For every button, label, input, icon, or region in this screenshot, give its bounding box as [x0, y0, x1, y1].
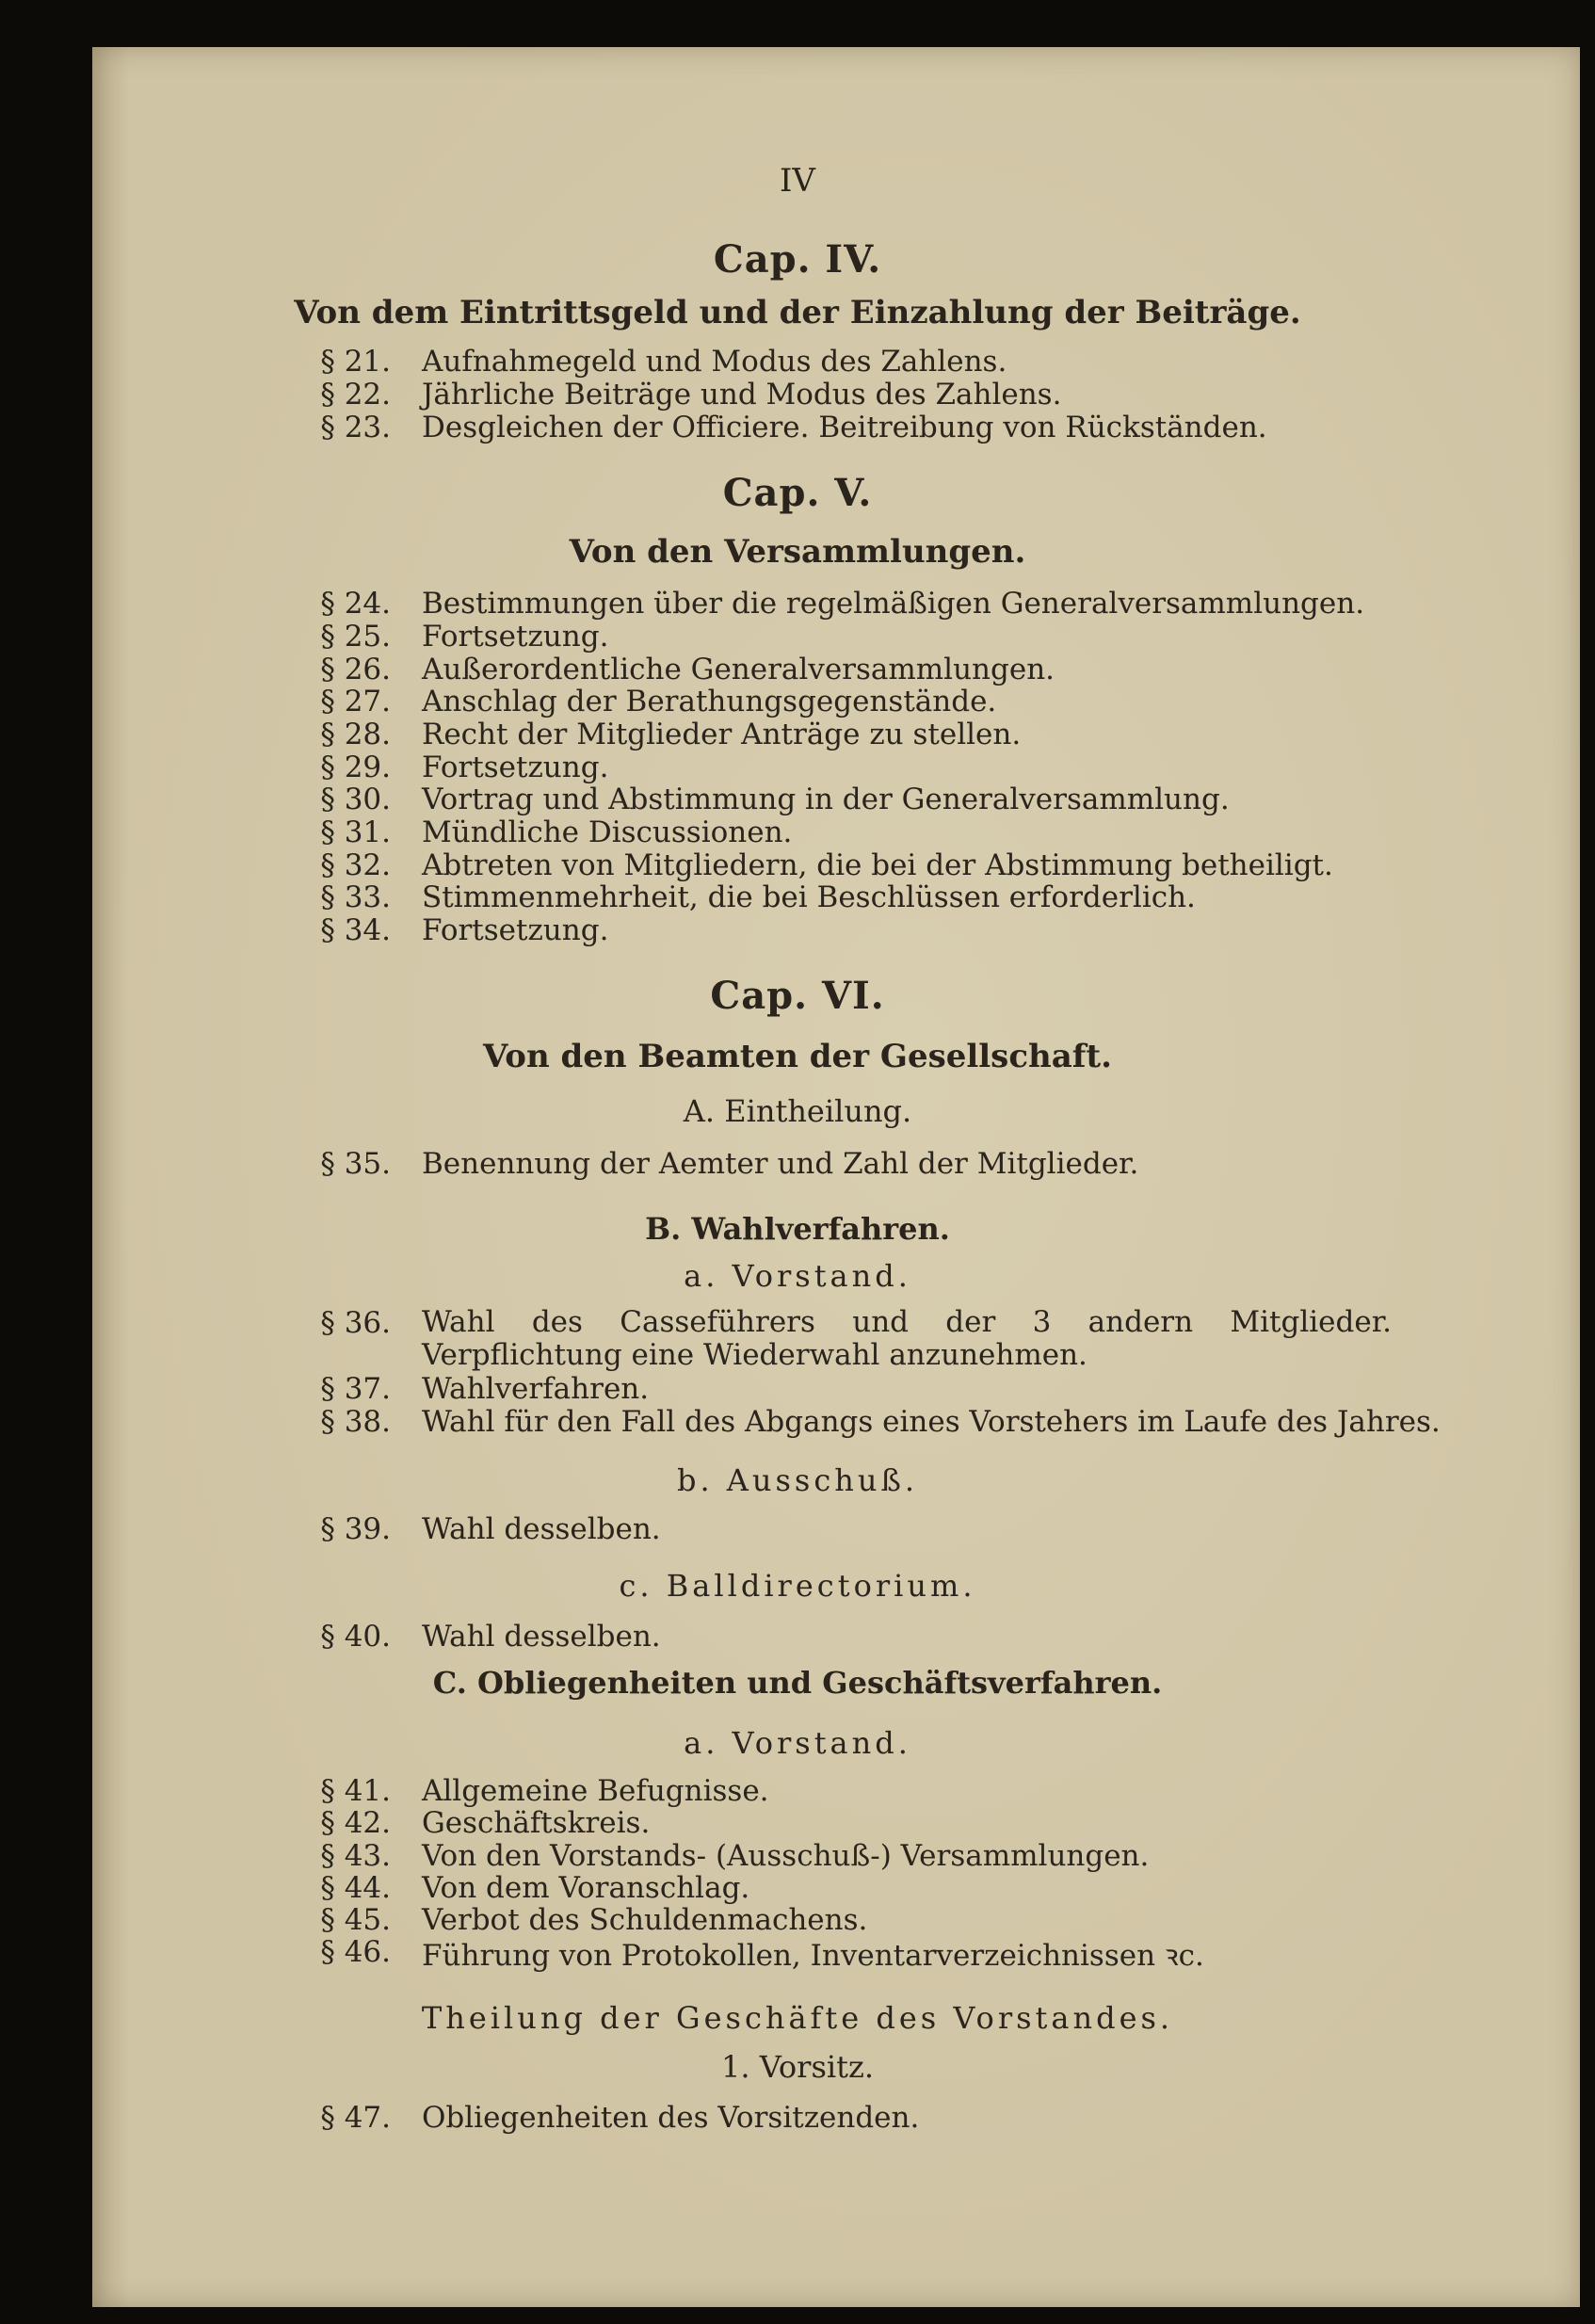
subsection-heading: Theilung der Geschäfte des Vorstandes.	[421, 2000, 1174, 2036]
paragraph-title: Anschlag der Berathungsgegenstände.	[422, 685, 997, 718]
paragraph-title: Stimmenmehrheit, die bei Beschlüssen erforderlich.	[422, 880, 1196, 914]
paragraph-title: Außerordentliche Generalversammlungen.	[422, 653, 1055, 686]
chapter-title-iv: Cap. IV.	[713, 237, 882, 282]
paragraph-number: § 42.	[320, 1806, 391, 1840]
paragraph-title: Geschäftskreis.	[422, 1806, 651, 1840]
paragraph-number: § 38.	[320, 1405, 391, 1439]
paragraph-number: § 37.	[320, 1372, 391, 1406]
paragraph-number: § 45.	[320, 1903, 391, 1937]
paragraph-title: Allgemeine Befugnisse.	[422, 1774, 769, 1808]
paragraph-title: Wahl für den Fall des Abgangs eines Vorstehers im Laufe des Jahres.	[422, 1405, 1441, 1439]
subsection-heading: a. Vorstand.	[684, 1725, 911, 1761]
subsection-heading: 1. Vorsitz.	[721, 2049, 874, 2085]
paragraph-number: § 41.	[320, 1774, 391, 1808]
page-number: IV	[780, 162, 815, 200]
subsection-heading: a. Vorstand.	[684, 1258, 911, 1294]
paragraph-number: § 35.	[320, 1147, 391, 1181]
chapter-heading-iv: Von dem Eintrittsgeld und der Einzahlung der Beiträge.	[294, 294, 1301, 331]
paragraph-title: Verbot des Schuldenmachens.	[422, 1903, 868, 1937]
subsection-heading: C. Obliegenheiten und Geschäftsverfahren.	[432, 1665, 1163, 1701]
paragraph-number: § 25.	[320, 620, 391, 654]
paragraph-title: Wahl des Cassеführers und der 3 andern Mitglieder. Verpflichtung eine Wiederwahl anzunehmen.	[422, 1305, 1392, 1372]
paragraph-title: Wahl desselben.	[422, 1620, 661, 1654]
paragraph-title: Aufnahmegeld und Modus des Zahlens.	[422, 345, 1007, 379]
paragraph-number: § 43.	[320, 1839, 391, 1873]
paragraph-number: § 30.	[320, 783, 391, 816]
paragraph-title: Wahl desselben.	[422, 1512, 661, 1546]
paragraph-number: § 39.	[320, 1512, 391, 1546]
paragraph-number: § 27.	[320, 685, 391, 718]
paragraph-number: § 46.	[320, 1935, 391, 1969]
paragraph-number: § 22.	[320, 378, 391, 412]
paragraph-title: Obliegenheiten des Vorsitzenden.	[422, 2101, 920, 2135]
paragraph-title: Bestimmungen über die regelmäßigen Generalversammlungen.	[422, 587, 1365, 621]
paragraph-number: § 34.	[320, 913, 391, 947]
chapter-title-v: Cap. V.	[722, 471, 873, 515]
paragraph-number: § 36.	[320, 1306, 391, 1340]
paragraph-title: Fortsetzung.	[422, 913, 609, 947]
paragraph-title: Fortsetzung.	[422, 750, 609, 784]
paragraph-number: § 26.	[320, 653, 391, 686]
paragraph-title: Von den Vorstands- (Ausschuß-) Versammlungen.	[422, 1839, 1150, 1873]
paragraph-title: Jährliche Beiträge und Modus des Zahlens.	[422, 378, 1062, 412]
paragraph-title: Vortrag und Abstimmung in der Generalversammlung.	[422, 783, 1230, 816]
paragraph-number: § 31.	[320, 815, 391, 849]
paragraph-title: Abtreten von Mitgliedern, die bei der Abstimmung betheiligt.	[422, 848, 1333, 882]
paragraph-title: Von dem Voranschlag.	[422, 1871, 750, 1905]
chapter-heading-vi: Von den Beamten der Gesellschaft.	[483, 1038, 1112, 1075]
paragraph-number: § 29.	[320, 750, 391, 784]
paragraph-title: Fortsetzung.	[422, 620, 609, 654]
paragraph-number: § 44.	[320, 1871, 391, 1905]
subsection-heading: A. Eintheilung.	[683, 1093, 912, 1129]
chapter-title-vi: Cap. VI.	[710, 974, 885, 1018]
paragraph-title: Wahlverfahren.	[422, 1372, 650, 1406]
subsection-heading: B. Wahlverfahren.	[645, 1211, 950, 1247]
paragraph-number: § 47.	[320, 2101, 391, 2135]
chapter-heading-v: Von den Versammlungen.	[569, 533, 1026, 571]
paragraph-title: Recht der Mitglieder Anträge zu stellen.	[422, 718, 1022, 751]
paragraph-number: § 24.	[320, 587, 391, 621]
subsection-heading: b. Ausschuß.	[676, 1462, 919, 1498]
paragraph-title: Benennung der Aemter und Zahl der Mitglieder.	[422, 1147, 1139, 1181]
paragraph-number: § 23.	[320, 411, 391, 444]
paragraph-title: Führung von Protokollen, Inventarverzeichnissen ꝛc.	[422, 1939, 1204, 1973]
paragraph-number: § 32.	[320, 848, 391, 882]
subsection-heading: c. Balldirectorium.	[619, 1568, 976, 1604]
paragraph-title: Desgleichen der Officiere. Beitreibung von Rückständen.	[422, 411, 1267, 444]
paragraph-number: § 40.	[320, 1620, 391, 1654]
paragraph-number: § 28.	[320, 718, 391, 751]
paragraph-number: § 21.	[320, 345, 391, 379]
paragraph-number: § 33.	[320, 880, 391, 914]
paragraph-title: Mündliche Discussionen.	[422, 815, 793, 849]
